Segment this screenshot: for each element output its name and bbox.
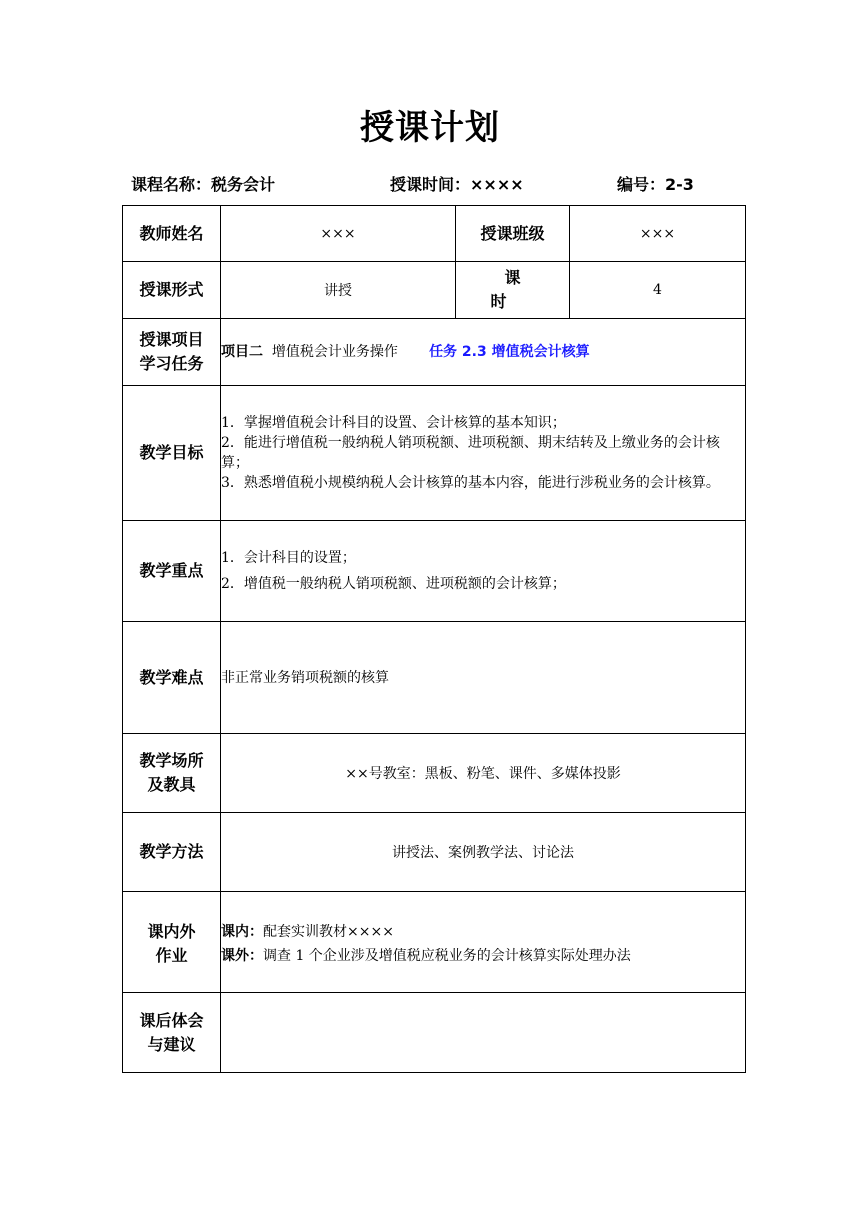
list-item: 2．能进行增值税一般纳税人销项税额、进项税额、期末结转及上缴业务的会计核算； <box>221 435 720 471</box>
header-info <box>0 172 860 196</box>
focus-label: 教学重点 <box>123 521 221 622</box>
table-row <box>123 622 746 734</box>
goals-label: 教学目标 <box>123 386 221 521</box>
homework-label: 课内外 作业 <box>123 892 221 993</box>
course-name: 课程名称：税务会计 <box>131 175 276 194</box>
project-label: 授课项目 学习任务 <box>123 319 221 386</box>
table-row <box>123 734 746 813</box>
format-value: 讲授 <box>221 262 456 319</box>
table-row <box>123 521 746 622</box>
difficulty-value: 非正常业务销项税额的核算 <box>221 622 746 734</box>
venue-value: ××号教室：黑板、粉笔、课件、多媒体投影 <box>221 734 746 813</box>
doc-number: 编号：2-3 <box>617 175 694 194</box>
page-title: 授课计划 <box>360 108 500 148</box>
table-row <box>123 993 746 1073</box>
project-value: 项目二 增值税会计业务操作 任务 2.3 增值税会计核算 <box>221 319 746 386</box>
hours-value: 4 <box>570 262 746 319</box>
class-label: 授课班级 <box>456 206 570 262</box>
table-row <box>123 386 746 521</box>
teacher-value: ××× <box>221 206 456 262</box>
list-item: 2．增值税一般纳税人销项税额、进项税额的会计核算； <box>221 576 566 592</box>
table-row <box>123 319 746 386</box>
class-value: ××× <box>570 206 746 262</box>
table-row <box>123 892 746 993</box>
class-time: 授课时间：×××× <box>390 175 524 194</box>
plan-table <box>122 205 746 1073</box>
difficulty-label: 教学难点 <box>123 622 221 734</box>
list-item: 1．掌握增值税会计科目的设置、会计核算的基本知识； <box>221 415 566 431</box>
table-row <box>123 813 746 892</box>
focus-list <box>221 521 746 622</box>
method-label: 教学方法 <box>123 813 221 892</box>
hours-label: 课时 <box>456 262 570 319</box>
method-value: 讲授法、案例教学法、讨论法 <box>221 813 746 892</box>
teacher-label: 教师姓名 <box>123 206 221 262</box>
table-row <box>123 262 746 319</box>
venue-label: 教学场所 及教具 <box>123 734 221 813</box>
list-item: 3．熟悉增值税小规模纳税人会计核算的基本内容，能进行涉税业务的会计核算。 <box>221 475 720 491</box>
reflection-value <box>221 993 746 1073</box>
table-row <box>123 206 746 262</box>
homework-value: 课内：配套实训教材×××× 课外：调查 1 个企业涉及增值税应税业务的会计核算实际处理办法 <box>221 892 746 993</box>
goals-list <box>221 386 746 521</box>
list-item: 1．会计科目的设置； <box>221 550 356 566</box>
reflection-label: 课后体会 与建议 <box>123 993 221 1073</box>
format-label: 授课形式 <box>123 262 221 319</box>
